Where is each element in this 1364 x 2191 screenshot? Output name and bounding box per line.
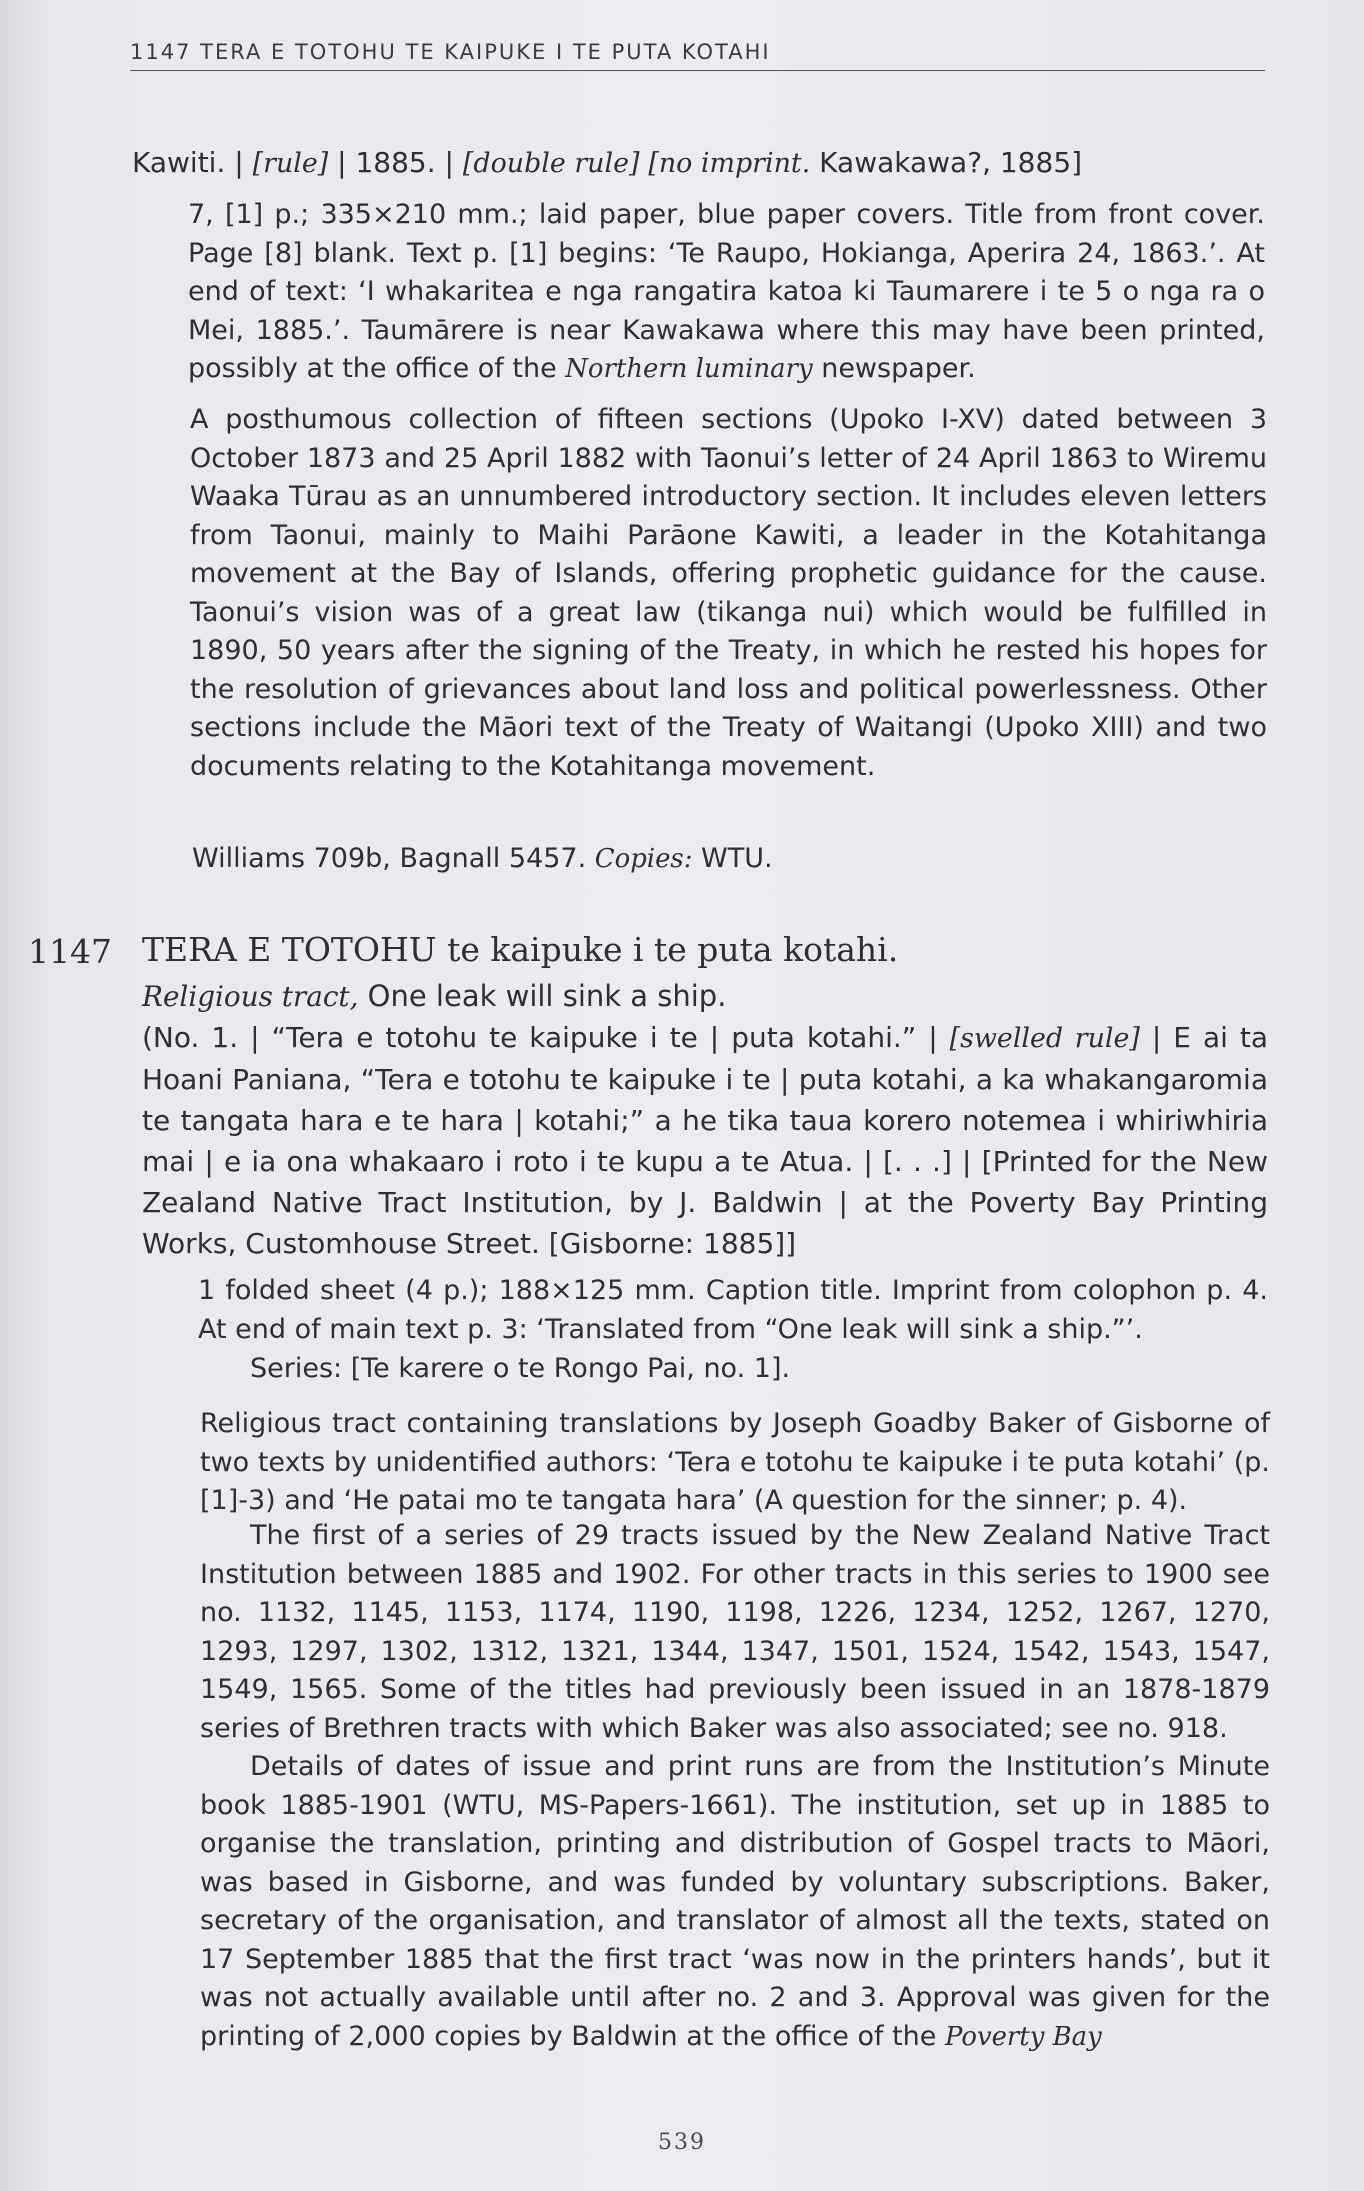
entry-series: Series: [Te karere o te Rongo Pai, no. 1].: [250, 1353, 791, 1384]
running-header: 1147 TERA E TOTOHU TE KAIPUKE I TE PUTA KOTAHI: [130, 40, 1265, 71]
entry-collation: 1 folded sheet (4 p.); 188×125 mm. Caption title. Imprint from colophon p. 4. At end of main text p. 3: ‘Translated from “One leak will sink a ship.”’.: [198, 1275, 1268, 1345]
prev-entry-references: Williams 709b, Bagnall 5457. Copies: WTU.: [192, 843, 773, 874]
prev-entry-description: 7, [1] p.; 335×210 mm.; laid paper, blue paper covers. Title from front cover. Page [8] blank. Text p. [1] begins: ‘Te Raupo, Hokianga, Aperira 24, 1863.’. At end of text: ‘I whakaritea e nga rangatira katoa ki Taumarere i te 5 o nga ra o Mei, 1885.’. Taumārere is near Kawakawa where this may have been printed, possibly at the office of the Northern luminary newspaper.: [188, 199, 1265, 384]
entry-transcription: (No. 1. | “Tera e totohu te kaipuke i te | puta kotahi.” | [swelled rule] | E ai ta Hoani Paniana, “Tera e totohu te kaipuke i te | puta kotahi, a ka whakangaromia te tangata hara e te hara | kotahi;” a he tika taua korero notemea i whiriwhiria mai | e ia ona whakaaro i roto i te kupu a te Atua. | [. . .] | [Printed for the New Zealand Native Tract Institution, by J. Baldwin | at the Poverty Bay Printing Works, Customhouse Street. [Gisborne: 1885]]: [142, 1021, 1268, 1260]
entry-note-3: Details of dates of issue and print runs are from the Institution’s Minute book 1885-1901 (WTU, MS-Papers-1661). The institution, set up in 1885 to organise the translation, printing and distribution of Gospel tracts to Māori, was based in Gisborne, and was funded by voluntary subscriptions. Baker, secretary of the organisation, and translator of almost all the texts, stated on 17 September 1885 that the first tract ‘was now in the printers hands’, but it was not actually available until after no. 2 and 3. Approval was given for the printing of 2,000 copies by Baldwin at the office of the Poverty Bay: [200, 1751, 1270, 2052]
entry-subtitle: Religious tract, One leak will sink a ship.: [142, 979, 727, 1013]
entry-number: 1147: [28, 932, 112, 971]
entry-note-1: Religious tract containing translations by Joseph Goadby Baker of Gisborne of two texts by unidentified authors: ‘Tera e totohu te kaipuke i te puta kotahi’ (p. [1]-3) and ‘He patai mo te tangata hara’ (A question for the sinner; p. 4).: [200, 1408, 1270, 1516]
prev-entry-title: Kawiti. | [rule] | 1885. | [double rule] [no imprint. Kawakawa?, 1885]: [132, 146, 1083, 179]
prev-entry-note: A posthumous collection of fifteen sections (Upoko I-XV) dated between 3 October 1873 and 25 April 1882 with Taonui’s letter of 24 April 1863 to Wiremu Waaka Tūrau as an unnumbered introductory section. It includes eleven letters from Taonui, mainly to Maihi Parāone Kawiti, a leader in the Kotahitanga movement at the Bay of Islands, offering prophetic guidance for the cause. Taonui’s vision was of a great law (tikanga nui) which would be fulfilled in 1890, 50 years after the signing of the Treaty, in which he rested his hopes for the resolution of grievances about land loss and political powerlessness. Other sections include the Māori text of the Treaty of Waitangi (Upoko XIII) and two documents relating to the Kotahitanga movement.: [190, 404, 1267, 782]
entry-title: TERA E TOTOHU te kaipuke i te puta kotahi.: [142, 930, 899, 969]
page-number: 539: [658, 2130, 706, 2155]
entry-note-2: The first of a series of 29 tracts issued by the New Zealand Native Tract Institution between 1885 and 1902. For other tracts in this series to 1900 see no. 1132, 1145, 1153, 1174, 1190, 1198, 1226, 1234, 1252, 1267, 1270, 1293, 1297, 1302, 1312, 1321, 1344, 1347, 1501, 1524, 1542, 1543, 1547, 1549, 1565. Some of the titles had previously been issued in an 1878-1879 series of Brethren tracts with which Baker was also associated; see no. 918.: [200, 1520, 1270, 1744]
